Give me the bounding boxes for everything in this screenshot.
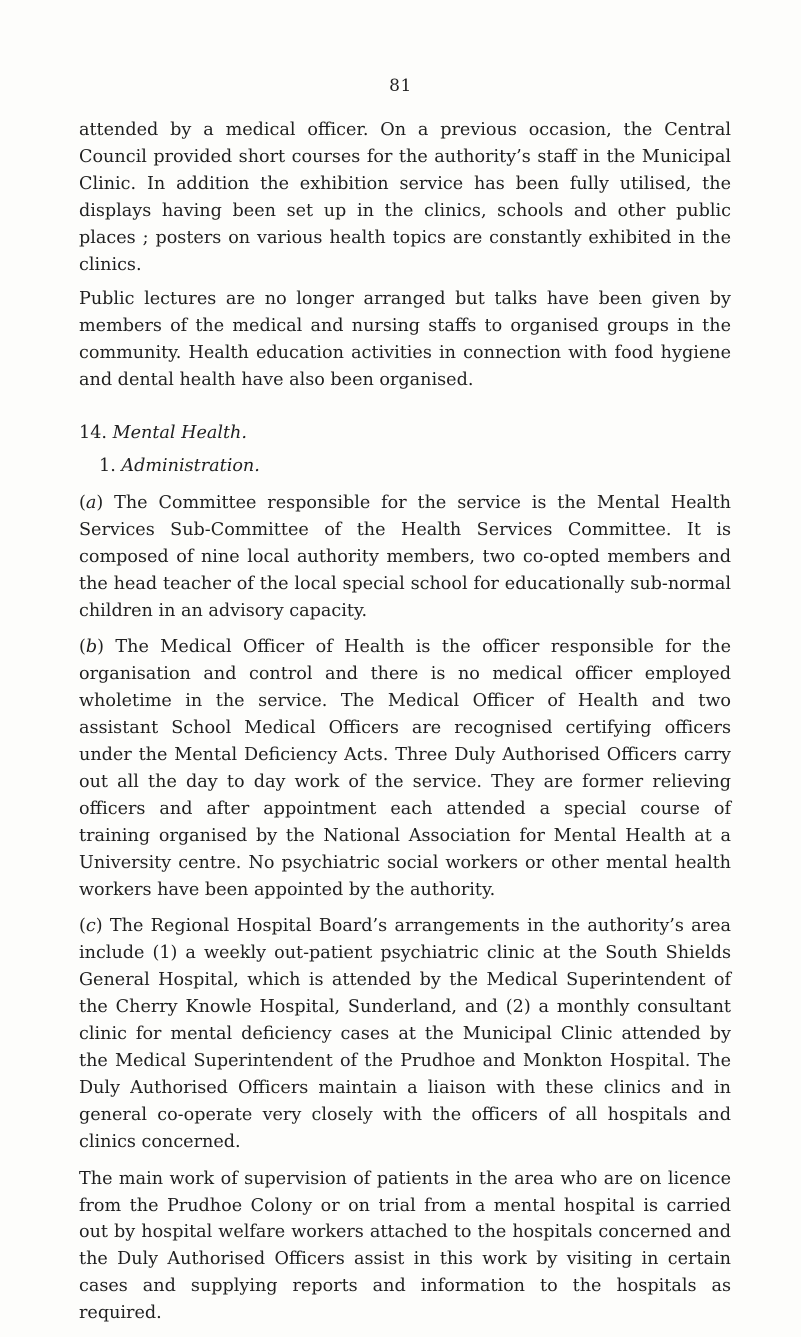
item-a-label: a bbox=[85, 492, 97, 513]
item-a-text: The Committee responsible for the service is the Mental Health Services Sub-Committee of the Health Services Committee. It is composed of nine local authority members, two co-opted members and the head teacher of the local special school for educationally sub-normal children in an advisory capacity. bbox=[79, 492, 731, 621]
subsection-number: 1. bbox=[99, 455, 116, 476]
item-c-text: The Regional Hospital Board’s arrangements in the authority’s area include (1) a weekly out-patient psychiatric clinic at the South Shields General Hospital, which is attended by the Medical Superintendent of the Cherry Knowle Hospital, Sunderland, and (2) a monthly consultant clinic for mental deficiency cases at the Municipal Clinic attended by the Medical Superintendent of the Prudhoe and Monkton Hospital. The Duly Authorised Officers maintain a liaison with these clinics and in general co-operate very closely with the officers of all hospitals and clinics concerned. bbox=[79, 916, 731, 1152]
item-b-label: b bbox=[85, 637, 98, 658]
paragraph-exhibition-service: attended by a medical officer. On a previous occasion, the Central Council provided short courses for the authority’s staff in the Municipal Clinic. In addition the exhibition service has been fully utilised, the displays having been set up in the clinics, schools and other public places ; posters on various health topics are constantly exhibited in the clinics. bbox=[79, 120, 731, 275]
section-heading bbox=[79, 420, 731, 447]
item-c-label: c bbox=[85, 916, 96, 937]
item-a: (a) The Committee responsible for the service is the Mental Health Services Sub-Committee of the Health Services Committee. It is composed of nine local authority members, two co-opted members and the head teacher of the local special school for educationally sub-normal children in an advisory capacity. bbox=[79, 492, 731, 621]
item-b-text: The Medical Officer of Health is the officer responsible for the organisation and control and there is no medical officer employed wholetime in the service. The Medical Officer of Health and two assistant School Medical Officers are recognised certifying officers under the Mental Deficiency Acts. Three Duly Authorised Officers carry out all the day to day work of the service. They are former relieving officers and after appointment each attended a special course of training organised by the National Association for Mental Health at a University centre. No psychiatric social workers or other mental health workers have been appointed by the authority. bbox=[79, 637, 731, 900]
subsection-title: Administration. bbox=[121, 455, 260, 476]
item-b: (b) The Medical Officer of Health is the officer responsible for the organisation and control and there is no medical officer employed wholetime in the service. The Medical Officer of Health and two assistant School Medical Officers are recognised certifying officers under the Mental Deficiency Acts. Three Duly Authorised Officers carry out all the day to day work of the service. They are former relieving officers and after appointment each attended a special course of training organised by the National Association for Mental Health at a University centre. No psychiatric social workers or other mental health workers have been appointed by the authority. bbox=[79, 637, 731, 900]
section-number: 14. bbox=[79, 423, 107, 444]
paragraph-public-lectures: Public lectures are no longer arranged but talks have been given by members of the medical and nursing staffs to organised groups in the community. Health education activities in connection with food hygiene and dental health have also been organised. bbox=[79, 289, 731, 391]
item-c: (c) The Regional Hospital Board’s arrangements in the authority’s area include (1) a weekly out-patient psychiatric clinic at the South Shields General Hospital, which is attended by the Medical Superintendent of the Cherry Knowle Hospital, Sunderland, and (2) a monthly consultant clinic for mental deficiency cases at the Municipal Clinic attended by the Medical Superintendent of the Prudhoe and Monkton Hospital. The Duly Authorised Officers maintain a liaison with these clinics and in general co-operate very closely with the officers of all hospitals and clinics concerned. bbox=[79, 916, 731, 1152]
paragraph-supervision: The main work of supervision of patients in the area who are on licence from the Prudhoe Colony or on trial from a mental hospital is carried out by hospital welfare workers attached to the hospitals concerned and the Duly Authorised Officers assist in this work by visiting in certain cases and supplying reports and information to the hospitals as required. bbox=[79, 1168, 731, 1324]
page-number: 81 bbox=[389, 76, 412, 96]
body-text bbox=[79, 117, 731, 1327]
subsection-heading bbox=[79, 453, 731, 480]
section-title: Mental Health. bbox=[112, 423, 247, 444]
